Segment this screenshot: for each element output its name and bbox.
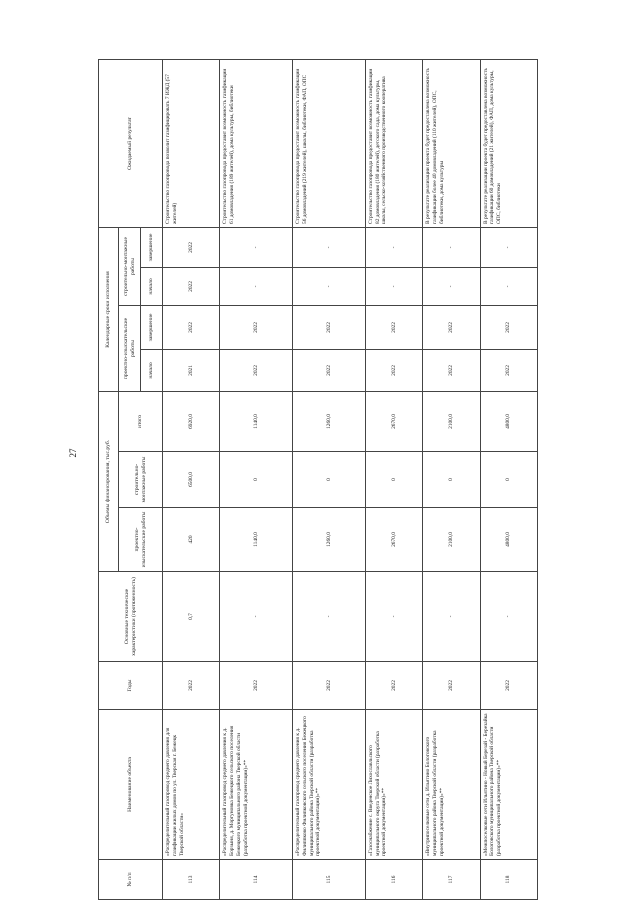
header-name: Наименование объекта bbox=[99, 710, 163, 860]
header-result: Ожидаемый результат bbox=[99, 59, 163, 227]
table-rotation-wrapper bbox=[98, 60, 538, 900]
cell-design: 1140,0 bbox=[220, 508, 293, 572]
header-design-start: начало bbox=[141, 349, 163, 391]
header-funding-design: проектно-изыскательские работы bbox=[119, 508, 163, 572]
cell-construction: 0 bbox=[423, 452, 480, 508]
cell-name: «Распределительный газопровод среднего давления для газификации жилых домов по ул. Тверская г. Бежецк Тверской области» bbox=[163, 710, 220, 860]
cell-design-end: 2022 bbox=[163, 305, 220, 349]
cell-design-start: 2022 bbox=[423, 349, 480, 391]
cell-result: Строительство газопровода предоставит возможность газификации 82 домовладения (180 жителей), детского сада, дома культуры, школы, сельско-хозяйственного производственного кооператива bbox=[365, 59, 422, 227]
cell-name: «Распределительный газопровод среднего давления к д. Филиппково Филипковского сельского поселения Бежецкого муниципального района Тверской области (разработка проектной документации)»** bbox=[293, 710, 366, 860]
cell-construction: 0 bbox=[365, 452, 422, 508]
cell-design: 420 bbox=[163, 508, 220, 572]
cell-constr-start: - bbox=[220, 267, 293, 305]
cell-constr-end: - bbox=[480, 227, 537, 267]
cell-result: Строительство газопровода позволит газифицировать 7 ИЖД (57 жителей) bbox=[163, 59, 220, 227]
header-funding-total: итого bbox=[119, 391, 163, 451]
cell-total: 1260,0 bbox=[293, 391, 366, 451]
cell-name: «Внутрипоселковые сети д. Ильятино Бологовского муниципального района Тверской области (разработка проектной документации)»** bbox=[423, 710, 480, 860]
cell-year: 2022 bbox=[293, 662, 366, 710]
cell-total: 2670,0 bbox=[365, 391, 422, 451]
cell-length: - bbox=[293, 572, 366, 662]
cell-name: «Газоснабжение с. Введенское Лихославльского муниципального округа Тверской области (разработка проектной документации)»** bbox=[365, 710, 422, 860]
cell-result: Строительство газопровода предоставит возможность газификации 61 домовладения (189 жителей), дома культуры, библиотеки bbox=[220, 59, 293, 227]
cell-total: 4800,0 bbox=[480, 391, 537, 451]
cell-constr-end: - bbox=[220, 227, 293, 267]
cell-length: 0,7 bbox=[163, 572, 220, 662]
cell-design-start: 2022 bbox=[293, 349, 366, 391]
cell-constr-start: - bbox=[293, 267, 366, 305]
cell-design-start: 2022 bbox=[480, 349, 537, 391]
page-number: 27 bbox=[68, 448, 78, 458]
cell-length: - bbox=[423, 572, 480, 662]
table-row bbox=[293, 59, 366, 899]
cell-design-end: 2022 bbox=[480, 305, 537, 349]
cell-year: 2022 bbox=[480, 662, 537, 710]
cell-result: В результате реализации проекта будет предоставлена возможность газификации более 40 домовладений (110 жителей), ОПС, библиотеки, дома культуры bbox=[423, 59, 480, 227]
header-funding-construction: строительно-монтажные работы bbox=[119, 452, 163, 508]
header-num: № п/п bbox=[99, 860, 163, 900]
table-row bbox=[480, 59, 537, 899]
cell-design: 2100,0 bbox=[423, 508, 480, 572]
cell-constr-end: - bbox=[293, 227, 366, 267]
cell-design-start: 2021 bbox=[163, 349, 220, 391]
header-constr-start: начало bbox=[141, 267, 163, 305]
table-row bbox=[365, 59, 422, 899]
cell-total: 6920,0 bbox=[163, 391, 220, 451]
cell-year: 2022 bbox=[163, 662, 220, 710]
cell-year: 2022 bbox=[365, 662, 422, 710]
table-row bbox=[163, 59, 220, 899]
cell-design-end: 2022 bbox=[220, 305, 293, 349]
cell-design-end: 2022 bbox=[365, 305, 422, 349]
cell-constr-start: - bbox=[365, 267, 422, 305]
cell-num: 116 bbox=[365, 860, 422, 900]
cell-design: 2670,0 bbox=[365, 508, 422, 572]
cell-num: 118 bbox=[480, 860, 537, 900]
cell-design-end: 2022 bbox=[293, 305, 366, 349]
cell-design-start: 2022 bbox=[220, 349, 293, 391]
cell-design-end: 2022 bbox=[423, 305, 480, 349]
cell-name: «Межпоселковые сети Ильятино - Новый Березай - Березайка Бологовского муниципального района Тверской области (разработка проектной документации)»** bbox=[480, 710, 537, 860]
cell-constr-start: - bbox=[423, 267, 480, 305]
cell-length: - bbox=[480, 572, 537, 662]
cell-length: - bbox=[220, 572, 293, 662]
header-design-end: завершение bbox=[141, 305, 163, 349]
cell-num: 117 bbox=[423, 860, 480, 900]
cell-num: 115 bbox=[293, 860, 366, 900]
cell-construction: 0 bbox=[480, 452, 537, 508]
cell-design: 4800,0 bbox=[480, 508, 537, 572]
cell-name: «Распределительный газопровод среднего давления к д. Борзыня, д. Моргуновка Бежецкого сельского поселения Бежецкого муниципального района Тверской области (разработка проектной документации)»** bbox=[220, 710, 293, 860]
cell-length: - bbox=[365, 572, 422, 662]
cell-result: Строительство газопровода предоставит возможность газификации 56 домовладений (219 жителей), школы, библиотеки, ФАП, ОПС bbox=[293, 59, 366, 227]
header-calendar-design: проектно-изыскательские работы bbox=[119, 305, 141, 391]
header-calendar-group: Календарные сроки исполнения bbox=[99, 227, 119, 391]
cell-year: 2022 bbox=[423, 662, 480, 710]
header-year: Годы bbox=[99, 662, 163, 710]
cell-result: В результате реализации проекта будет предоставлена возможность газификации 60 домовладений (21 жителей), ФАП, дома культуры, ОПС, библиотеки bbox=[480, 59, 537, 227]
cell-num: 113 bbox=[163, 860, 220, 900]
cell-constr-end: - bbox=[365, 227, 422, 267]
header-calendar-construction: строительно-монтажные работы bbox=[119, 227, 141, 305]
rotated-sheet bbox=[98, 60, 538, 900]
table-row bbox=[423, 59, 480, 899]
cell-constr-end: 2022 bbox=[163, 227, 220, 267]
cell-year: 2022 bbox=[220, 662, 293, 710]
table-row bbox=[220, 59, 293, 899]
cell-total: 1140,0 bbox=[220, 391, 293, 451]
header-funding-group: Объемы финансирования, тыс.руб. bbox=[99, 391, 119, 571]
cell-design: 1260,0 bbox=[293, 508, 366, 572]
cell-constr-start: - bbox=[480, 267, 537, 305]
cell-num: 114 bbox=[220, 860, 293, 900]
cell-design-start: 2022 bbox=[365, 349, 422, 391]
cell-construction: 6500,0 bbox=[163, 452, 220, 508]
header-characteristics: Основные технические характеристики (протяженность) bbox=[99, 572, 163, 662]
header-constr-end: завершение bbox=[141, 227, 163, 267]
cell-constr-end: - bbox=[423, 227, 480, 267]
cell-total: 2100,0 bbox=[423, 391, 480, 451]
objects-table bbox=[98, 59, 538, 900]
cell-constr-start: 2022 bbox=[163, 267, 220, 305]
cell-construction: 0 bbox=[220, 452, 293, 508]
cell-construction: 0 bbox=[293, 452, 366, 508]
